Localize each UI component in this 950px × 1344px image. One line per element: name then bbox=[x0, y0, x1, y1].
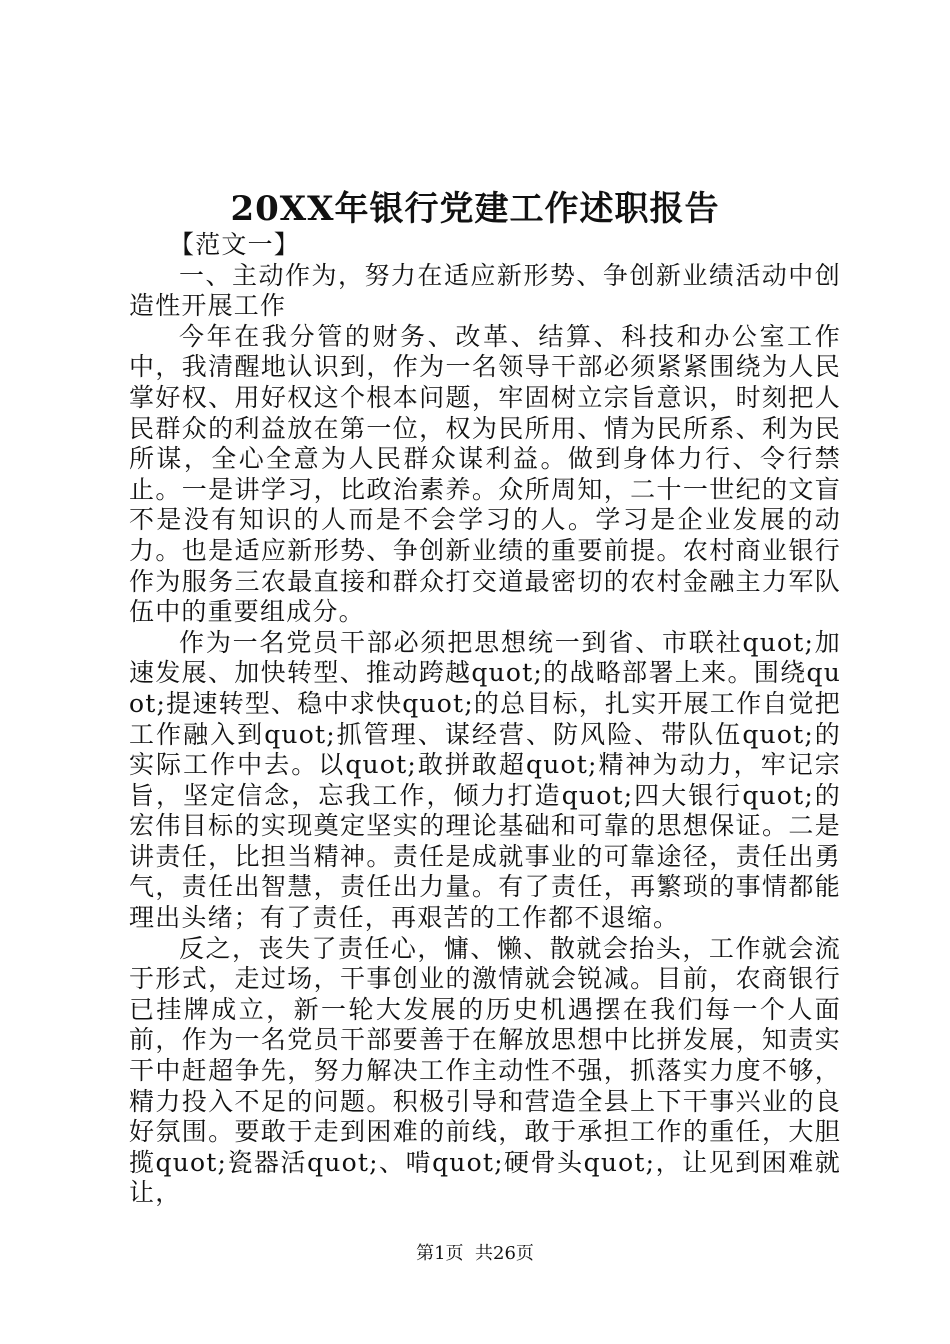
section-label: 【范文一】 bbox=[169, 230, 301, 259]
paragraph: 今年在我分管的财务、改革、结算、科技和办公室工作中，我清醒地认识到，作为一名领导干部必须紧紧围绕为人民掌好权、用好权这个根本问题，牢固树立宗旨意识，时刻把人民群众的利益放在第一位，权为民所用、情为民所系、利为民所谋，全心全意为人民群众谋利益。做到身体力行、令行禁止。一是讲学习，比政治素养。众所周知，二十一世纪的文盲不是没有知识的人而是不会学习的人。学习是企业发展的动力。也是适应新形势、争创新业绩的重要前提。农村商业银行作为服务三农最直接和群众打交道最密切的农村金融主力军队伍中的重要组成分。 bbox=[129, 321, 841, 627]
document-title: 20XX年银行党建工作述职报告 bbox=[230, 189, 720, 229]
page-total: 共26页 bbox=[475, 1243, 534, 1264]
page-number: 第1页 bbox=[416, 1243, 464, 1264]
paragraph: 反之，丧失了责任心，慵、懒、散就会抬头，工作就会流于形式，走过场，干事创业的激情就会锐减。目前，农商银行已挂牌成立，新一轮大发展的历史机遇摆在我们每一个人面前，作为一名党员干部要善于在解放思想中比拼发展，知责实干中赶超争先，努力解决工作主动性不强，抓落实力度不够，精力投入不足的问题。积极引导和营造全县上下干事兴业的良好氛围。要敢于走到困难的前线，敢于承担工作的重任，大胆揽quot;瓷器活quot;、啃quot;硬骨头quot;，让见到困难就让， bbox=[129, 933, 841, 1208]
paragraph-heading: 一、主动作为，努力在适应新形势、争创新业绩活动中创造性开展工作 bbox=[129, 260, 841, 321]
paragraph: 作为一名党员干部必须把思想统一到省、市联社quot;加速发展、加快转型、推动跨越quot;的战略部署上来。围绕quot;提速转型、稳中求快quot;的总目标，扎实开展工作自觉把工作融入到quot;抓管理、谋经营、防风险、带队伍quot;的实际工作中去。以quot;敢拼敢超quot;精神为动力，牢记宗旨，坚定信念，忘我工作，倾力打造quot;四大银行quot;的宏伟目标的实现奠定坚实的理论基础和可靠的思想保证。二是讲责任，比担当精神。责任是成就事业的可靠途径，责任出勇气，责任出智慧，责任出力量。有了责任，再繁琐的事情都能理出头绪；有了责任，再艰苦的工作都不退缩。 bbox=[129, 627, 841, 933]
document-body bbox=[129, 230, 841, 1209]
page-footer bbox=[0, 1242, 950, 1266]
